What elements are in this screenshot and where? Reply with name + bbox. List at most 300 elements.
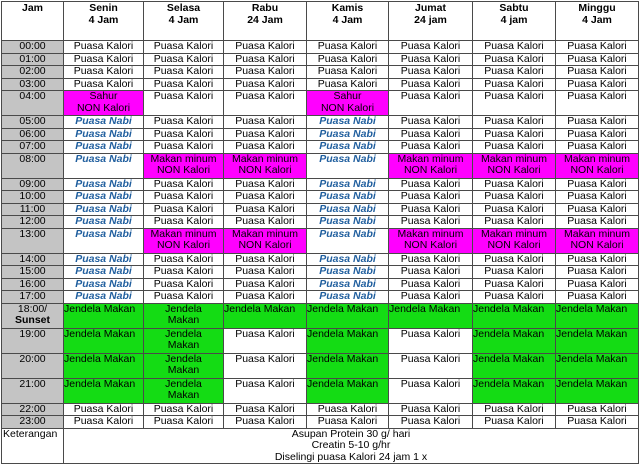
schedule-cell xyxy=(389,53,473,66)
schedule-cell xyxy=(307,278,389,291)
cell-text: Jendela xyxy=(165,328,202,340)
time-label: 07:00 xyxy=(19,140,46,152)
time-cell xyxy=(2,266,64,279)
cell-text: Puasa Kalori xyxy=(567,278,627,290)
header-day-rabu xyxy=(224,2,307,41)
schedule-cell xyxy=(64,153,144,178)
schedule-cell xyxy=(144,416,224,429)
cell-text: Puasa Kalori xyxy=(567,253,627,265)
schedule-cell xyxy=(144,266,224,279)
cell-text: Puasa Kalori xyxy=(484,278,544,290)
cell-text: NON Kalori xyxy=(238,239,292,251)
header-day-jumat xyxy=(389,2,473,41)
schedule-cell xyxy=(307,291,389,304)
schedule-cell xyxy=(224,266,307,279)
schedule-cell xyxy=(224,78,307,91)
time-label: 16:00 xyxy=(19,278,46,290)
cell-text: Jendela Makan xyxy=(64,378,136,390)
cell-text: Jendela Makan xyxy=(556,303,628,315)
schedule-cell xyxy=(473,328,556,353)
schedule-row xyxy=(2,278,639,291)
cell-text: Puasa Kalori xyxy=(567,415,627,427)
schedule-cell xyxy=(144,403,224,416)
cell-text: Puasa Kalori xyxy=(317,53,378,65)
schedule-cell xyxy=(307,203,389,216)
cell-text: Puasa Nabi xyxy=(319,178,376,190)
schedule-cell xyxy=(473,91,556,116)
schedule-cell xyxy=(389,216,473,229)
cell-text: Puasa Kalori xyxy=(235,178,295,190)
cell-text: Puasa Kalori xyxy=(400,65,461,77)
cell-text: Puasa Nabi xyxy=(319,140,376,152)
schedule-row xyxy=(2,128,639,141)
cell-text: Puasa Kalori xyxy=(235,90,295,102)
schedule-cell xyxy=(64,266,144,279)
schedule-row xyxy=(2,228,639,253)
cell-text: Puasa Kalori xyxy=(484,203,544,215)
cell-text: Puasa Kalori xyxy=(567,53,627,65)
schedule-cell xyxy=(144,228,224,253)
cell-text: Jendela Makan xyxy=(389,303,461,315)
header-day-kamis xyxy=(307,2,389,41)
cell-text: Puasa Kalori xyxy=(235,253,295,265)
cell-text: Puasa Kalori xyxy=(235,353,295,365)
cell-text: Jendela Makan xyxy=(64,328,136,340)
schedule-cell xyxy=(224,66,307,79)
cell-text: Puasa Kalori xyxy=(73,78,134,90)
time-label: 20:00 xyxy=(19,353,46,365)
schedule-cell xyxy=(144,41,224,54)
schedule-cell xyxy=(556,78,639,91)
cell-text: Jendela Makan xyxy=(307,378,379,390)
schedule-row xyxy=(2,291,639,304)
cell-text: Jendela Makan xyxy=(307,328,379,340)
schedule-cell xyxy=(556,328,639,353)
schedule-cell xyxy=(556,228,639,253)
day-hours: 4 Jam xyxy=(88,13,119,26)
schedule-cell xyxy=(389,266,473,279)
time-cell xyxy=(2,153,64,178)
schedule-cell xyxy=(473,116,556,129)
schedule-cell xyxy=(224,353,307,378)
cell-text: Puasa Kalori xyxy=(400,403,461,415)
cell-text: Puasa Kalori xyxy=(153,65,214,77)
schedule-cell xyxy=(473,266,556,279)
cell-text: Puasa Kalori xyxy=(484,115,544,127)
schedule-cell xyxy=(389,41,473,54)
day-hours: 4 Jam xyxy=(168,13,199,26)
schedule-cell xyxy=(556,178,639,191)
time-cell xyxy=(2,253,64,266)
cell-text: Puasa Kalori xyxy=(153,290,214,302)
schedule-cell xyxy=(389,116,473,129)
schedule-cell xyxy=(389,416,473,429)
schedule-cell xyxy=(473,128,556,141)
cell-text: Makan minum xyxy=(232,153,298,165)
schedule-row xyxy=(2,378,639,403)
cell-text: Jendela Makan xyxy=(473,328,545,340)
schedule-cell xyxy=(389,278,473,291)
cell-text: Puasa Kalori xyxy=(317,78,378,90)
header-day-selasa xyxy=(144,2,224,41)
schedule-cell xyxy=(64,353,144,378)
schedule-cell xyxy=(144,203,224,216)
cell-text: Puasa Kalori xyxy=(400,353,461,365)
cell-text: Puasa Kalori xyxy=(73,403,134,415)
schedule-cell xyxy=(473,416,556,429)
cell-text: Puasa Kalori xyxy=(484,40,544,52)
schedule-cell xyxy=(64,91,144,116)
time-cell xyxy=(2,228,64,253)
time-label: 12:00 xyxy=(19,215,46,227)
schedule-cell xyxy=(389,178,473,191)
cell-text: Puasa Kalori xyxy=(484,415,544,427)
cell-text: Puasa Kalori xyxy=(400,128,461,140)
cell-text: Puasa Kalori xyxy=(400,253,461,265)
schedule-cell xyxy=(224,253,307,266)
schedule-cell xyxy=(224,378,307,403)
schedule-cell xyxy=(307,128,389,141)
cell-text: Puasa Kalori xyxy=(153,78,214,90)
cell-text: Jendela Makan xyxy=(556,378,628,390)
time-label: 21:00 xyxy=(19,378,46,390)
schedule-cell xyxy=(224,416,307,429)
schedule-row xyxy=(2,91,639,116)
schedule-cell xyxy=(144,178,224,191)
schedule-cell xyxy=(224,128,307,141)
schedule-cell xyxy=(64,216,144,229)
day-name: Sabtu xyxy=(499,2,529,14)
schedule-cell xyxy=(224,178,307,191)
schedule-cell xyxy=(64,78,144,91)
schedule-cell xyxy=(473,228,556,253)
day-hours: 24 jam xyxy=(414,13,447,26)
cell-text: Puasa Nabi xyxy=(319,265,376,277)
note-line: Creatin 5-10 g/hr xyxy=(311,439,391,451)
time-label: 11:00 xyxy=(19,203,46,215)
cell-text: Puasa Nabi xyxy=(319,153,376,165)
cell-text: Puasa Nabi xyxy=(75,178,132,190)
cell-text: Puasa Kalori xyxy=(153,115,214,127)
cell-text: Puasa Kalori xyxy=(567,290,627,302)
cell-text: Puasa Nabi xyxy=(319,253,376,265)
cell-text: Puasa Kalori xyxy=(567,140,627,152)
schedule-cell xyxy=(556,353,639,378)
schedule-cell xyxy=(64,291,144,304)
schedule-cell xyxy=(556,303,639,328)
cell-text: Puasa Kalori xyxy=(484,90,544,102)
schedule-row xyxy=(2,78,639,91)
cell-text: Puasa Kalori xyxy=(235,115,295,127)
schedule-cell xyxy=(473,253,556,266)
schedule-cell xyxy=(307,116,389,129)
schedule-cell xyxy=(307,378,389,403)
cell-text: Puasa Kalori xyxy=(153,178,214,190)
schedule-row xyxy=(2,403,639,416)
cell-text: Puasa Kalori xyxy=(484,215,544,227)
time-cell xyxy=(2,291,64,304)
schedule-cell xyxy=(389,153,473,178)
schedule-row xyxy=(2,216,639,229)
cell-text: Puasa Kalori xyxy=(235,190,295,202)
cell-text: Puasa Kalori xyxy=(484,265,544,277)
cell-text: Puasa Kalori xyxy=(235,403,295,415)
cell-text: Jendela Makan xyxy=(224,303,296,315)
cell-text: Puasa Kalori xyxy=(235,140,295,152)
schedule-cell xyxy=(389,78,473,91)
schedule-row xyxy=(2,53,639,66)
cell-text: Jendela Makan xyxy=(307,303,379,315)
time-cell xyxy=(2,191,64,204)
schedule-cell xyxy=(307,41,389,54)
time-label: 17:00 xyxy=(19,290,46,302)
cell-text: NON Kalori xyxy=(403,239,458,251)
schedule-cell xyxy=(307,178,389,191)
time-cell xyxy=(2,303,64,328)
cell-text: Puasa Nabi xyxy=(319,190,376,202)
schedule-cell xyxy=(556,191,639,204)
schedule-cell xyxy=(144,216,224,229)
cell-text: Jendela xyxy=(165,303,202,315)
time-cell xyxy=(2,416,64,429)
time-label: 22:00 xyxy=(19,403,46,415)
time-label: 05:00 xyxy=(19,115,46,127)
cell-text: Puasa Kalori xyxy=(235,203,295,215)
cell-text: Puasa Kalori xyxy=(400,140,461,152)
day-name: Senin xyxy=(89,2,118,14)
time-cell xyxy=(2,128,64,141)
schedule-cell xyxy=(473,403,556,416)
schedule-cell xyxy=(224,141,307,154)
header-day-sabtu xyxy=(473,2,556,41)
schedule-body xyxy=(2,41,639,429)
schedule-cell xyxy=(64,116,144,129)
schedule-cell xyxy=(64,416,144,429)
cell-text: Puasa Kalori xyxy=(73,65,134,77)
schedule-cell xyxy=(224,278,307,291)
cell-text: NON Kalori xyxy=(403,164,458,176)
cell-text: Puasa Kalori xyxy=(567,265,627,277)
header-jam: Jam xyxy=(2,2,64,41)
time-cell xyxy=(2,116,64,129)
schedule-cell xyxy=(64,66,144,79)
cell-text: Puasa Nabi xyxy=(75,140,132,152)
schedule-cell xyxy=(64,203,144,216)
cell-text: Puasa Kalori xyxy=(235,78,295,90)
schedule-cell xyxy=(307,403,389,416)
cell-text: Puasa Kalori xyxy=(567,190,627,202)
schedule-row xyxy=(2,178,639,191)
cell-text: Puasa Nabi xyxy=(75,253,132,265)
schedule-cell xyxy=(556,141,639,154)
schedule-cell xyxy=(389,378,473,403)
schedule-cell xyxy=(64,378,144,403)
time-label: 13:00 xyxy=(19,228,46,240)
schedule-cell xyxy=(389,203,473,216)
cell-text: Puasa Nabi xyxy=(75,278,132,290)
cell-text: Puasa Kalori xyxy=(484,178,544,190)
schedule-cell xyxy=(473,278,556,291)
time-cell xyxy=(2,203,64,216)
time-label: 06:00 xyxy=(19,128,46,140)
schedule-cell xyxy=(389,328,473,353)
day-name: Minggu xyxy=(578,2,616,14)
cell-text: Puasa Kalori xyxy=(73,415,134,427)
schedule-cell xyxy=(224,403,307,416)
schedule-row xyxy=(2,253,639,266)
schedule-cell xyxy=(556,416,639,429)
cell-text: Puasa Kalori xyxy=(567,178,627,190)
cell-text: Puasa Kalori xyxy=(235,265,295,277)
cell-text: Puasa Kalori xyxy=(235,40,295,52)
header-row xyxy=(2,2,639,41)
schedule-cell xyxy=(389,191,473,204)
schedule-cell xyxy=(144,303,224,328)
schedule-cell xyxy=(307,216,389,229)
cell-text: Puasa Kalori xyxy=(400,215,461,227)
day-name: Rabu xyxy=(251,2,279,14)
cell-text: Puasa Nabi xyxy=(319,228,376,240)
time-label: 18:00/ xyxy=(17,303,48,315)
cell-text: Puasa Kalori xyxy=(484,53,544,65)
schedule-cell xyxy=(556,403,639,416)
cell-text: Jendela Makan xyxy=(473,303,545,315)
cell-text: Puasa Kalori xyxy=(153,128,214,140)
cell-text: Makan minum xyxy=(150,228,217,240)
schedule-cell xyxy=(473,378,556,403)
schedule-cell xyxy=(556,291,639,304)
cell-text: Puasa Kalori xyxy=(567,65,627,77)
cell-text: Puasa Kalori xyxy=(400,178,461,190)
cell-text: Puasa Kalori xyxy=(153,203,214,215)
cell-text: Sahur xyxy=(333,90,362,102)
cell-text: Puasa Kalori xyxy=(235,65,295,77)
schedule-cell xyxy=(144,66,224,79)
time-cell xyxy=(2,216,64,229)
schedule-cell xyxy=(224,153,307,178)
cell-text: Puasa Kalori xyxy=(400,415,461,427)
schedule-cell xyxy=(307,53,389,66)
schedule-cell xyxy=(64,403,144,416)
schedule-cell xyxy=(64,141,144,154)
time-cell xyxy=(2,178,64,191)
time-sublabel: Sunset xyxy=(14,314,50,326)
cell-text: NON Kalori xyxy=(487,164,541,176)
schedule-cell xyxy=(224,328,307,353)
schedule-cell xyxy=(307,191,389,204)
cell-text: Puasa Kalori xyxy=(235,128,295,140)
cell-text: Puasa Kalori xyxy=(400,290,461,302)
schedule-cell xyxy=(64,41,144,54)
cell-text: Puasa Kalori xyxy=(73,53,134,65)
fasting-schedule-table xyxy=(1,1,639,464)
cell-text: Puasa Kalori xyxy=(400,78,461,90)
schedule-cell xyxy=(144,91,224,116)
cell-text: Puasa Kalori xyxy=(153,140,214,152)
cell-text: Puasa Kalori xyxy=(400,190,461,202)
schedule-row xyxy=(2,191,639,204)
cell-text: Jendela xyxy=(165,353,202,365)
cell-text: Puasa Kalori xyxy=(235,378,295,390)
schedule-cell xyxy=(473,53,556,66)
time-cell xyxy=(2,403,64,416)
schedule-cell xyxy=(389,141,473,154)
schedule-cell xyxy=(307,266,389,279)
schedule-cell xyxy=(224,291,307,304)
time-label: 23:00 xyxy=(19,415,46,427)
cell-text: Makan minum xyxy=(481,153,547,165)
day-hours: 24 Jam xyxy=(247,13,283,26)
schedule-cell xyxy=(307,153,389,178)
cell-text: Puasa Kalori xyxy=(484,65,544,77)
cell-text: Puasa Nabi xyxy=(75,290,132,302)
cell-text: Puasa Nabi xyxy=(319,128,376,140)
day-name: Selasa xyxy=(166,2,201,14)
cell-text: Puasa Kalori xyxy=(567,115,627,127)
cell-text: Sahur xyxy=(89,90,118,102)
schedule-cell xyxy=(224,203,307,216)
cell-text: Jendela Makan xyxy=(307,353,379,365)
schedule-cell xyxy=(473,153,556,178)
time-label: 04:00 xyxy=(19,90,46,102)
schedule-cell xyxy=(64,278,144,291)
schedule-cell xyxy=(224,228,307,253)
cell-text: Puasa Kalori xyxy=(567,90,627,102)
schedule-cell xyxy=(389,128,473,141)
cell-text: Makan xyxy=(167,339,200,351)
schedule-row xyxy=(2,303,639,328)
schedule-cell xyxy=(307,328,389,353)
schedule-cell xyxy=(307,78,389,91)
cell-text: Puasa Kalori xyxy=(484,128,544,140)
time-label: 14:00 xyxy=(19,253,46,265)
schedule-cell xyxy=(473,291,556,304)
schedule-row xyxy=(2,416,639,429)
schedule-row xyxy=(2,141,639,154)
schedule-cell xyxy=(144,328,224,353)
cell-text: Makan minum xyxy=(481,228,547,240)
cell-text: Puasa Kalori xyxy=(153,265,214,277)
cell-text: Puasa Kalori xyxy=(153,90,214,102)
schedule-cell xyxy=(556,203,639,216)
cell-text: Puasa Kalori xyxy=(400,328,461,340)
schedule-cell xyxy=(389,403,473,416)
time-label: 15:00 xyxy=(19,265,46,277)
schedule-cell xyxy=(473,303,556,328)
cell-text: Puasa Kalori xyxy=(400,40,461,52)
cell-text: Puasa Kalori xyxy=(484,78,544,90)
schedule-cell xyxy=(556,91,639,116)
cell-text: Puasa Kalori xyxy=(73,40,134,52)
cell-text: Puasa Kalori xyxy=(235,53,295,65)
cell-text: Puasa Nabi xyxy=(319,278,376,290)
cell-text: Puasa Kalori xyxy=(235,215,295,227)
schedule-cell xyxy=(64,53,144,66)
schedule-cell xyxy=(556,278,639,291)
schedule-cell xyxy=(556,378,639,403)
cell-text: Puasa Kalori xyxy=(484,190,544,202)
day-name: Jumat xyxy=(415,2,446,14)
schedule-row xyxy=(2,153,639,178)
cell-text: Puasa Kalori xyxy=(400,278,461,290)
cell-text: Puasa Kalori xyxy=(317,403,378,415)
schedule-cell xyxy=(389,353,473,378)
cell-text: Puasa Kalori xyxy=(567,78,627,90)
schedule-cell xyxy=(224,41,307,54)
schedule-cell xyxy=(224,53,307,66)
cell-text: Makan minum xyxy=(564,228,630,240)
schedule-cell xyxy=(473,78,556,91)
